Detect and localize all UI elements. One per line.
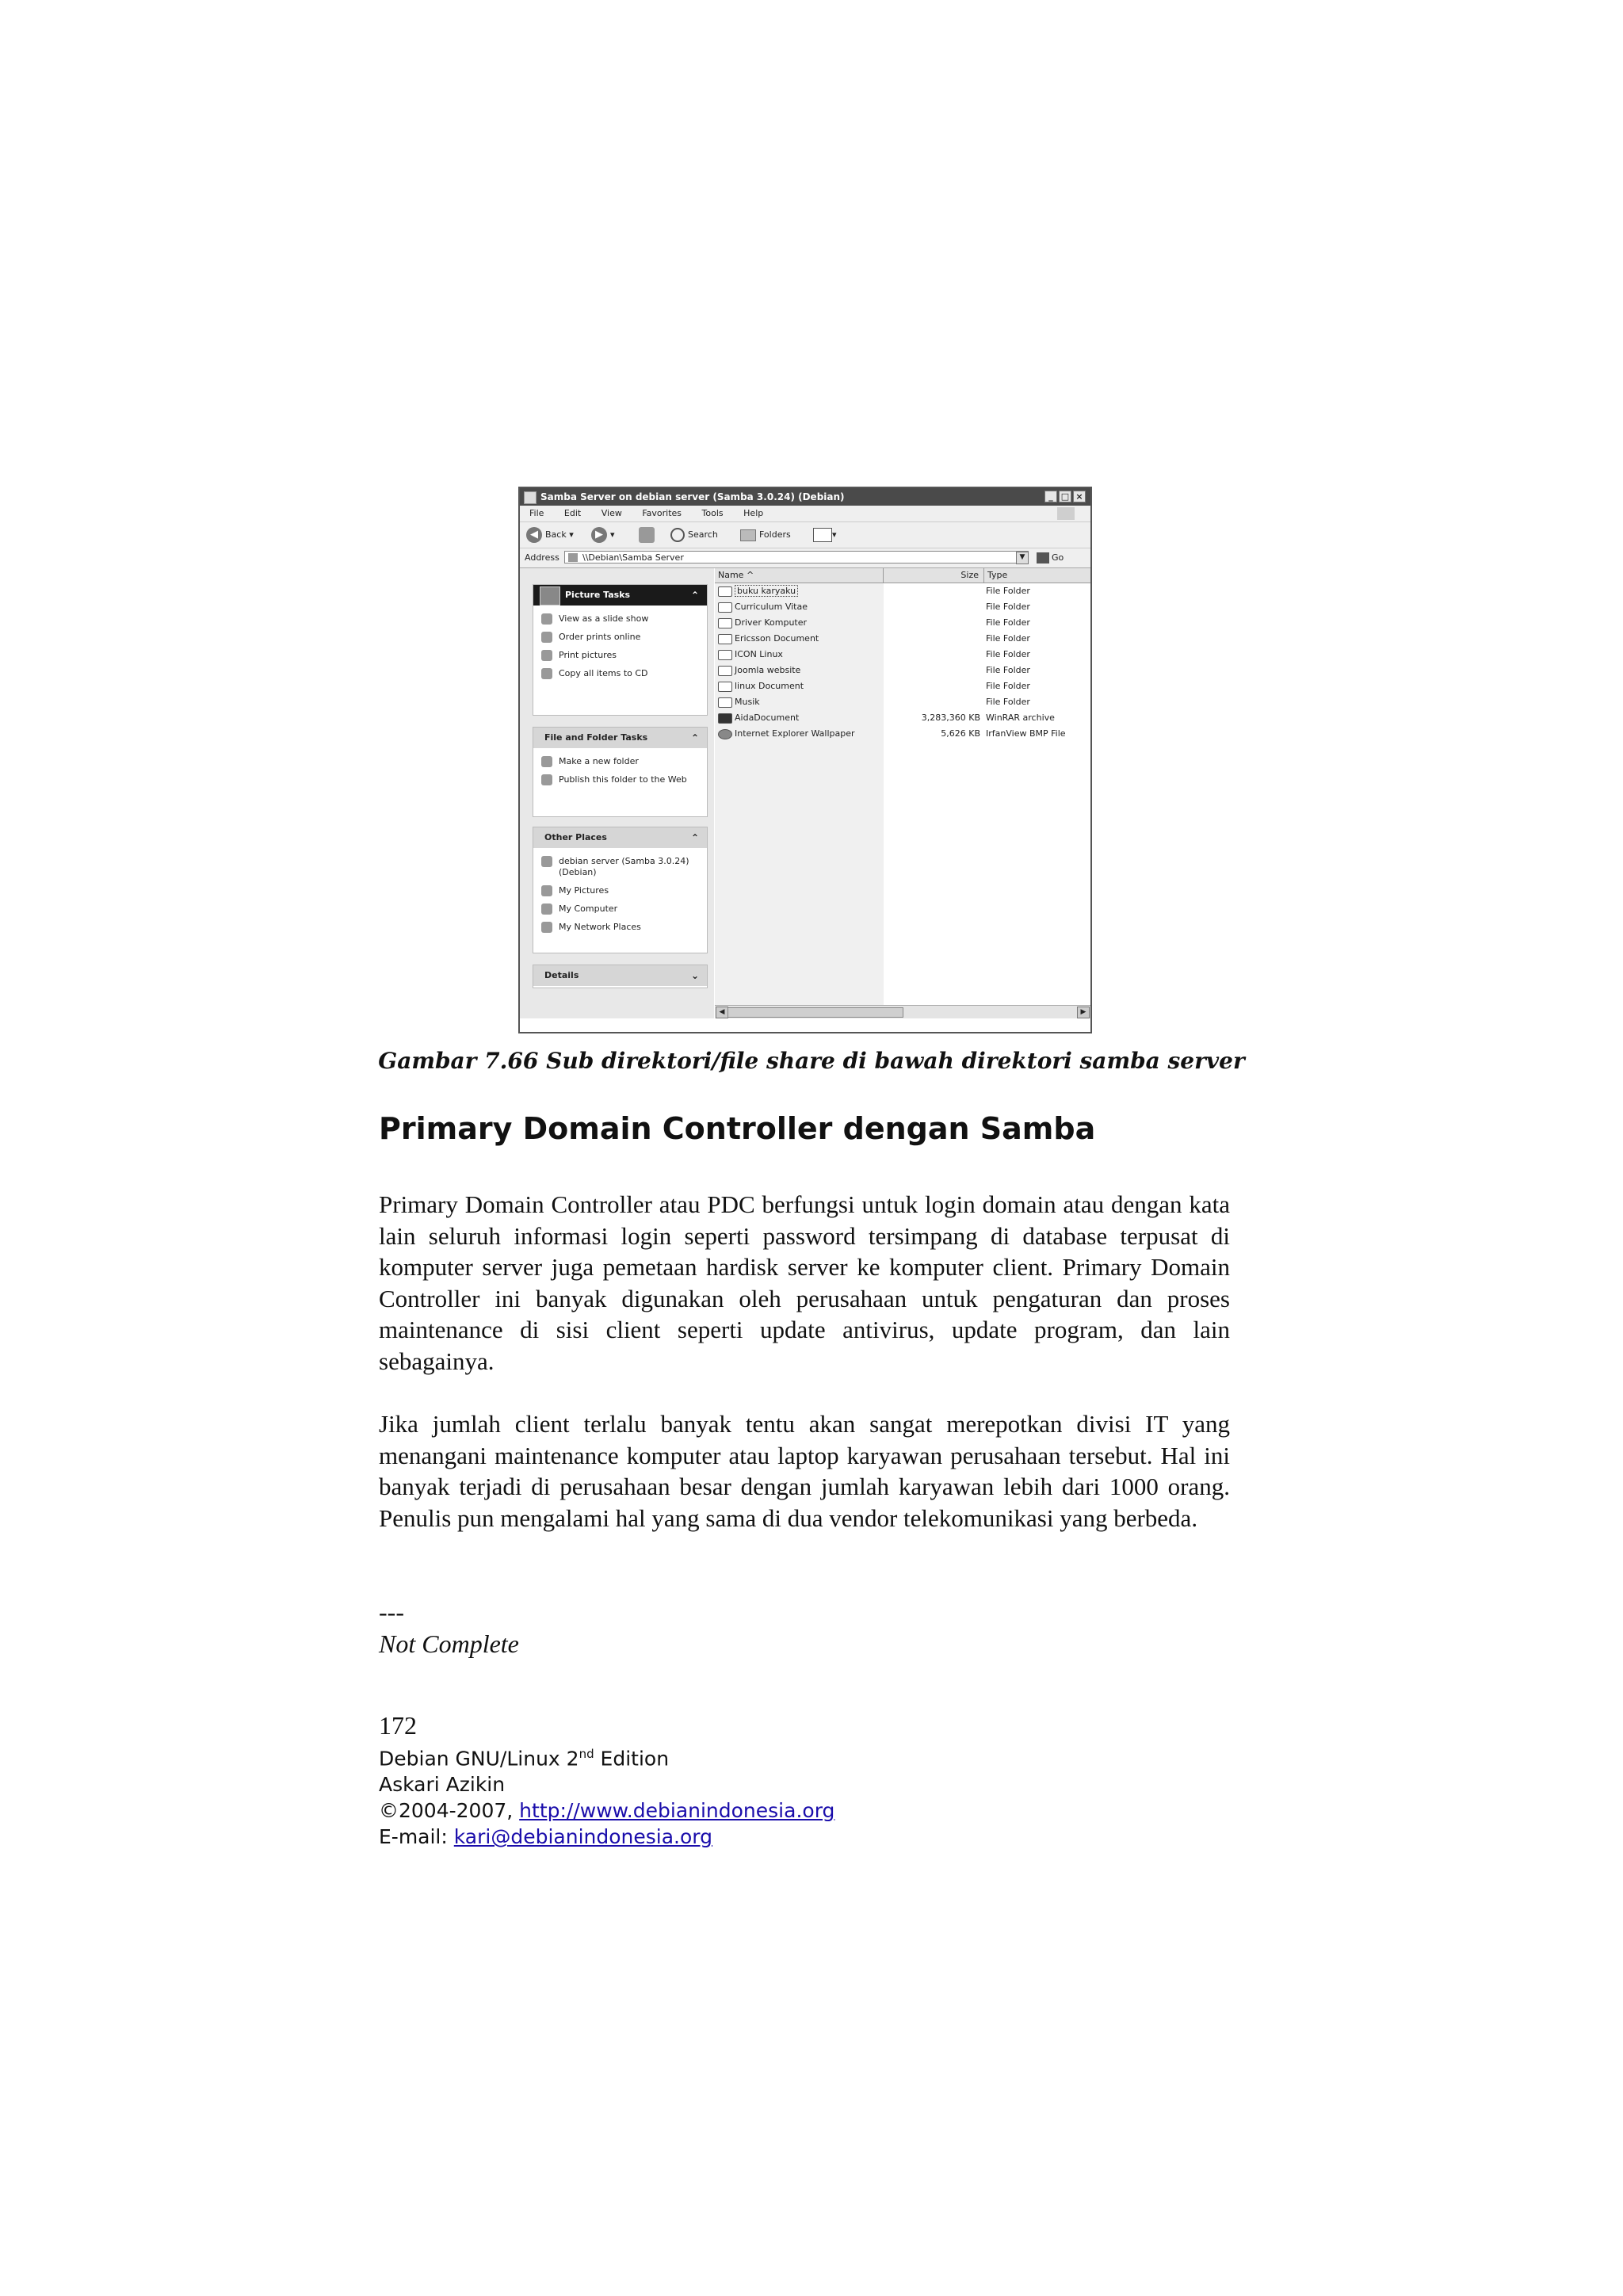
folder-icon: [718, 697, 732, 708]
file-row[interactable]: ICON Linux File Folder: [715, 647, 1090, 663]
forward-arrow-icon: ▶: [591, 527, 607, 543]
scroll-right-icon[interactable]: ▶: [1077, 1007, 1090, 1018]
go-arrow-icon: [1037, 552, 1049, 563]
server-icon: [541, 856, 552, 867]
file-row[interactable]: AidaDocument 3,283,360 KB WinRAR archive: [715, 710, 1090, 726]
folders-icon: [740, 529, 756, 541]
file-list: [715, 568, 1090, 1018]
folders-button[interactable]: Folders: [740, 527, 791, 543]
up-folder-button[interactable]: [639, 527, 655, 543]
menu-view[interactable]: View: [601, 508, 622, 518]
file-row[interactable]: Ericsson Document File Folder: [715, 631, 1090, 647]
details-panel: [533, 965, 708, 988]
file-row[interactable]: Driver Komputer File Folder: [715, 615, 1090, 631]
collapse-icon[interactable]: ⌃: [690, 832, 699, 843]
task-pane: [520, 568, 714, 1018]
file-folder-tasks-panel: [533, 727, 708, 817]
file-row[interactable]: Musik File Folder: [715, 694, 1090, 710]
separator: ---: [379, 1598, 404, 1626]
file-row[interactable]: Curriculum Vitae File Folder: [715, 599, 1090, 615]
paragraph-2: Jika jumlah client terlalu banyak tentu akan sangat merepotkan divisi IT yang menangani maintenance komputer atau laptop karyawan perusahaan tersebut. Hal ini banyak terjadi di perusahaan besar dengan jumlah karyawan lebih dari 1000 orang. Penulis pun mengalami hal yang sama di dua vendor telekomunikasi yang berbeda.: [379, 1410, 1230, 1532]
collapse-icon[interactable]: ⌃: [690, 590, 699, 601]
expand-icon[interactable]: ⌄: [690, 970, 699, 981]
search-icon: [670, 528, 685, 542]
email-link[interactable]: kari@debianindonesia.org: [453, 1825, 712, 1849]
collapse-icon[interactable]: ⌃: [690, 732, 699, 743]
new-folder-icon: [541, 756, 552, 767]
website-link[interactable]: http://www.debianindonesia.org: [519, 1799, 835, 1823]
explorer-window-screenshot: [518, 487, 1092, 1033]
task-publish-web[interactable]: Publish this folder to the Web: [540, 774, 701, 785]
column-name[interactable]: Name ^: [715, 568, 884, 583]
file-row[interactable]: buku karyaku File Folder: [715, 583, 1090, 599]
task-copy-to-cd[interactable]: Copy all items to CD: [540, 668, 701, 679]
folder-icon: [718, 586, 732, 597]
page-footer: [379, 1710, 834, 1850]
figure-caption: Gambar 7.66 Sub direktori/file share di bawah direktori samba server: [378, 1048, 1245, 1074]
section-heading: Primary Domain Controller dengan Samba: [379, 1111, 1096, 1146]
back-arrow-icon: ◀: [526, 527, 542, 543]
picture-tasks-icon: [540, 586, 560, 606]
folder-icon: [718, 682, 732, 692]
windows-logo-icon: [1057, 507, 1075, 520]
address-input[interactable]: \\Debian\Samba Server: [564, 551, 1029, 563]
maximize-icon[interactable]: □: [1059, 491, 1071, 502]
place-debian-server[interactable]: debian server (Samba 3.0.24) (Debian): [540, 856, 701, 878]
not-complete-note: Not Complete: [379, 1629, 519, 1658]
go-button[interactable]: Go: [1037, 550, 1064, 566]
globe-icon: [541, 774, 552, 785]
up-folder-icon: [639, 527, 655, 543]
folder-icon: [718, 634, 732, 644]
menu-tools[interactable]: Tools: [701, 508, 724, 518]
task-slide-show[interactable]: View as a slide show: [540, 613, 701, 625]
task-new-folder[interactable]: Make a new folder: [540, 756, 701, 767]
menu-edit[interactable]: Edit: [563, 508, 582, 518]
page-number: 172: [379, 1711, 417, 1740]
scrollbar-thumb[interactable]: [727, 1007, 903, 1018]
file-folder-tasks-header[interactable]: File and Folder Tasks ⌃: [533, 728, 707, 748]
minimize-icon[interactable]: _: [1044, 491, 1057, 502]
place-my-network[interactable]: My Network Places: [540, 922, 701, 933]
email-line: E-mail: kari@debianindonesia.org: [379, 1825, 712, 1849]
author-name: Askari Azikin: [379, 1773, 506, 1797]
cd-icon: [541, 668, 552, 679]
place-my-computer[interactable]: My Computer: [540, 904, 701, 915]
scroll-left-icon[interactable]: ◀: [716, 1007, 728, 1018]
menu-file[interactable]: File: [529, 508, 544, 518]
network-folder-icon: [568, 553, 578, 562]
close-icon[interactable]: ×: [1073, 491, 1086, 502]
task-print-pictures[interactable]: Print pictures: [540, 650, 701, 661]
other-places-header[interactable]: Other Places ⌃: [533, 827, 707, 848]
address-bar: [520, 548, 1090, 568]
file-row[interactable]: Joomla website File Folder: [715, 663, 1090, 678]
menu-favorites[interactable]: Favorites: [642, 508, 682, 518]
folder-icon: [718, 650, 732, 660]
pictures-folder-icon: [541, 885, 552, 896]
toolbar: [520, 522, 1090, 548]
window-titlebar: [520, 488, 1090, 506]
network-places-icon: [541, 922, 552, 933]
printer-icon: [541, 650, 552, 661]
file-row[interactable]: linux Document File Folder: [715, 678, 1090, 694]
column-size[interactable]: Size: [884, 568, 984, 583]
task-order-prints[interactable]: Order prints online: [540, 632, 701, 643]
folder-icon: [718, 602, 732, 613]
file-row[interactable]: Internet Explorer Wallpaper 5,626 KB IrfanView BMP File: [715, 726, 1090, 742]
archive-icon: [718, 713, 732, 724]
paragraph-1: Primary Domain Controller atau PDC berfungsi untuk login domain atau dengan kata lain seluruh informasi login seperti password tersimpang di database terpusat di komputer server juga pemetaan hardisk server ke komputer client. Primary Domain Controller ini banyak digunakan oleh perusahaan untuk pengaturan dan proses maintenance di sisi client seperti update antivirus, update program, dan lain sebagainya.: [379, 1190, 1230, 1375]
horizontal-scrollbar[interactable]: [715, 1005, 1090, 1018]
column-type[interactable]: Type: [987, 570, 1008, 580]
other-places-panel: [533, 827, 708, 953]
folder-app-icon: [524, 491, 537, 504]
menu-bar: [520, 506, 1090, 522]
views-grid-icon: [813, 528, 832, 542]
address-label: Address: [525, 552, 559, 563]
slide-show-icon: [541, 613, 552, 625]
picture-tasks-panel: [533, 584, 708, 716]
column-headers: [715, 568, 1090, 583]
place-my-pictures[interactable]: My Pictures: [540, 885, 701, 896]
folder-icon: [718, 666, 732, 676]
menu-help[interactable]: Help: [743, 508, 764, 518]
order-prints-icon: [541, 632, 552, 643]
back-button[interactable]: ◀ Back ▾: [526, 527, 574, 543]
picture-tasks-header[interactable]: Picture Tasks ⌃: [533, 585, 707, 606]
copyright-line: ©2004-2007, http://www.debianindonesia.org: [379, 1799, 835, 1823]
window-title: Samba Server on debian server (Samba 3.0.24) (Debian): [540, 491, 845, 502]
forward-button[interactable]: ▶ ▾: [591, 527, 615, 543]
views-button[interactable]: ▾: [813, 527, 837, 543]
computer-icon: [541, 904, 552, 915]
image-file-icon: [718, 729, 732, 739]
address-dropdown-icon[interactable]: ▼: [1016, 552, 1029, 564]
details-header[interactable]: Details ⌄: [533, 965, 707, 986]
sort-ascending-icon: ^: [746, 570, 754, 580]
book-title: Debian GNU/Linux 2nd Edition: [379, 1747, 670, 1771]
folder-icon: [718, 618, 732, 628]
search-button[interactable]: Search: [670, 527, 718, 543]
